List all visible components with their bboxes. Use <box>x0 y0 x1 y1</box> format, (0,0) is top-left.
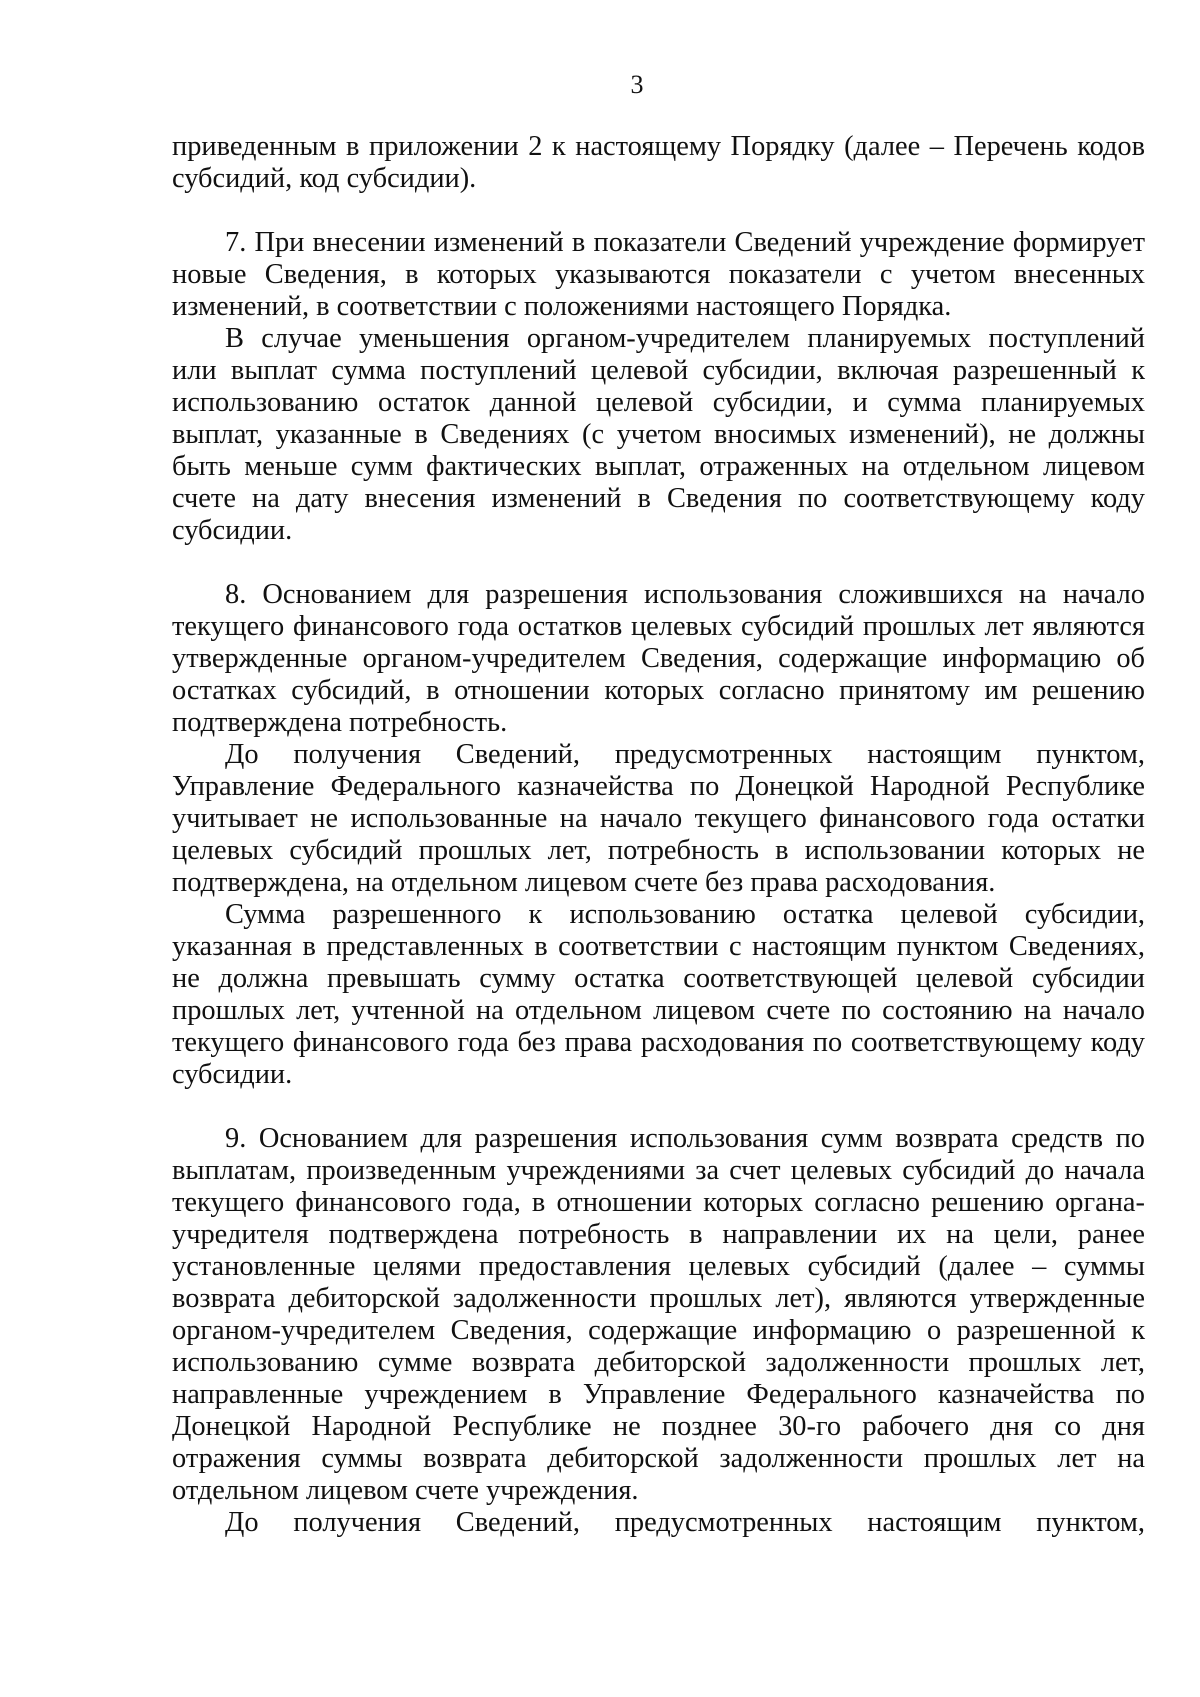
paragraph-item-7-reduction: В случае уменьшения органом-учредителем планируемых поступлений или выплат сумма поступлений целевой субсидии, включая разрешенный к использованию остаток данной целевой субсидии, и сумма планируемых выплат, указанные в Сведениях (с учетом вносимых изменений), не должны быть меньше сумм фактических выплат, отраженных на отдельном лицевом счете на дату внесения изменений в Сведения по соответствующему коду субсидии. <box>172 323 1145 546</box>
paragraph-item-7: 7. При внесении изменений в показатели Сведений учреждение формирует новые Сведения, в которых указываются показатели с учетом внесенных изменений, в соответствии с положениями настоящего Порядка. <box>172 227 1145 322</box>
paragraph-item-9: 9. Основанием для разрешения использования сумм возврата средств по выплатам, произведенным учреждениями за счет целевых субсидий до начала текущего финансового года, в отношении которых согласно решению органа-учредителя подтверждена потребность в направлении их на цели, ранее установленные целями предоставления целевых субсидий (далее – суммы возврата дебиторской задолженности прошлых лет), являются утвержденные органом-учредителем Сведения, содержащие информацию о разрешенной к использованию сумме возврата дебиторской задолженности прошлых лет, направленные учреждением в Управление Федерального казначейства по Донецкой Народной Республике не позднее 30-го рабочего дня со дня отражения суммы возврата дебиторской задолженности прошлых лет на отдельном лицевом счете учреждения. <box>172 1123 1145 1506</box>
paragraph-item-8-before-receipt: До получения Сведений, предусмотренных настоящим пунктом, Управление Федерального казначейства по Донецкой Народной Республике учитывает не использованные на начало текущего финансового года остатки целевых субсидий прошлых лет, потребность в использовании которых не подтверждена, на отдельном лицевом счете без права расходования. <box>172 739 1145 898</box>
paragraph-spacer <box>172 195 1145 227</box>
paragraph-item-8: 8. Основанием для разрешения использования сложившихся на начало текущего финансового года остатков целевых субсидий прошлых лет являются утвержденные органом-учредителем Сведения, содержащие информацию об остатках субсидий, в отношении которых согласно принятому им решению подтверждена потребность. <box>172 579 1145 738</box>
page-number: 3 <box>630 70 644 99</box>
document-body <box>172 131 1145 1539</box>
paragraph-continuation: приведенным в приложении 2 к настоящему Порядку (далее – Перечень кодов субсидий, код субсидии). <box>172 131 1145 194</box>
paragraph-spacer <box>172 1091 1145 1123</box>
paragraph-spacer <box>172 547 1145 579</box>
paragraph-item-9-before-receipt: До получения Сведений, предусмотренных настоящим пунктом, <box>225 1507 1145 1538</box>
paragraph-item-8-amount: Сумма разрешенного к использованию остатка целевой субсидии, указанная в представленных в соответствии с настоящим пунктом Сведениях, не должна превышать сумму остатка соответствующей целевой субсидии прошлых лет, учтенной на отдельном лицевом счете по состоянию на начало текущего финансового года без права расходования по соответствующему коду субсидии. <box>172 899 1145 1090</box>
